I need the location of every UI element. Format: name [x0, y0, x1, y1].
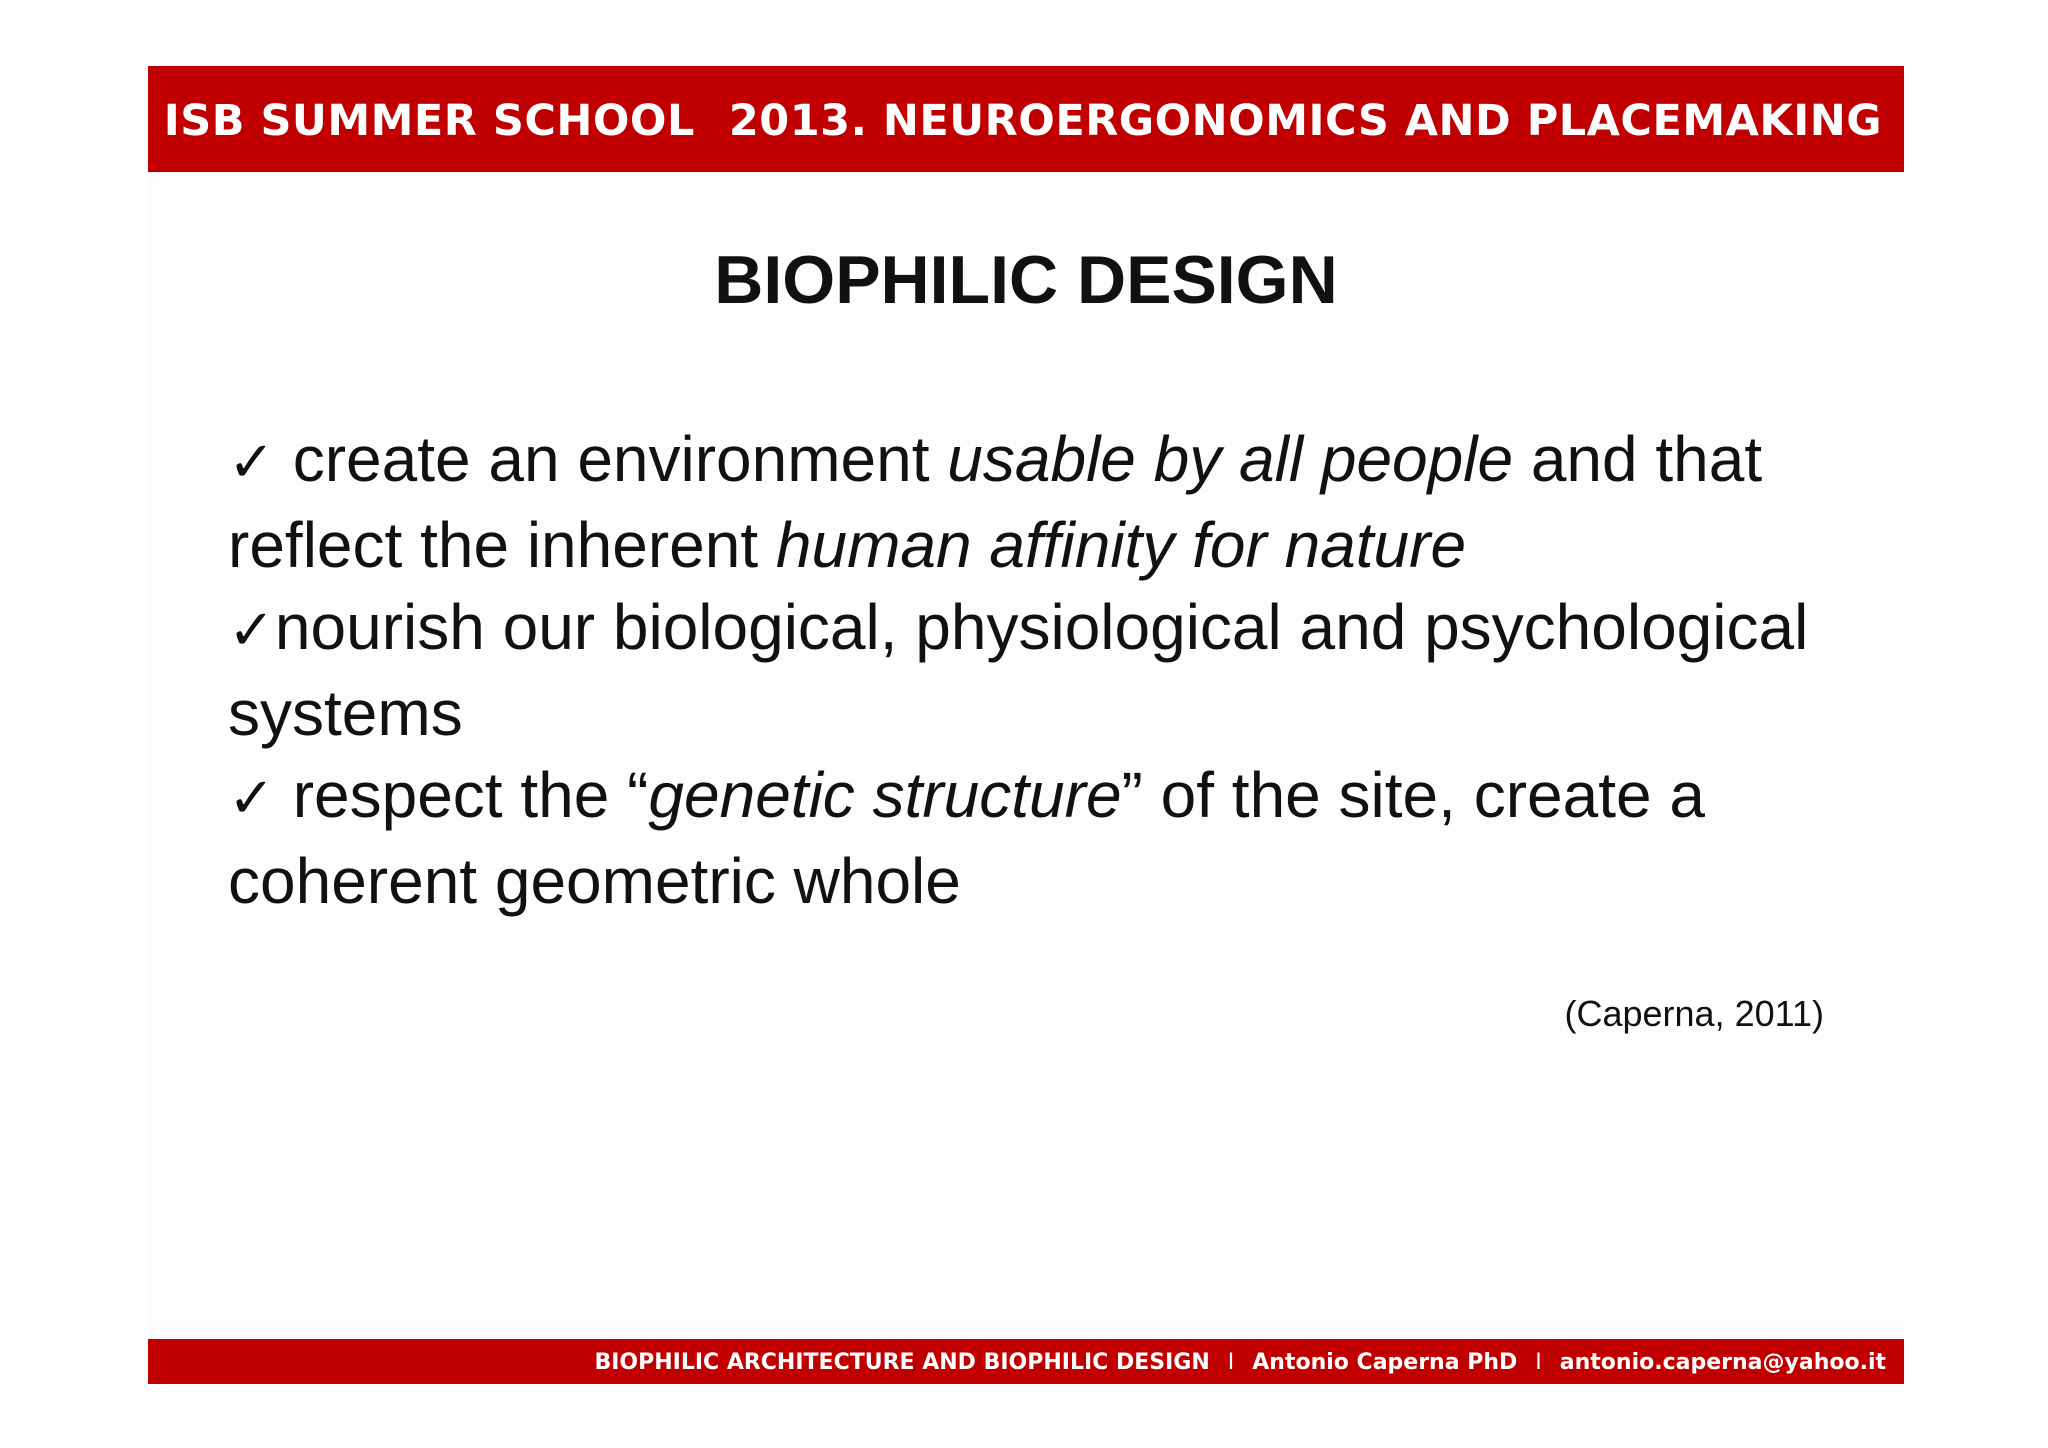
bullet-item-3 [228, 754, 1888, 922]
header-band [148, 66, 1904, 172]
header-title-right: 2013. NEUROERGONOMICS AND PLACEMAKING [728, 96, 1882, 146]
bullet-3-emphasis: genetic structure [648, 759, 1122, 831]
bullet-item-2 [228, 586, 1888, 754]
bullet-1-text-a: create an environment [274, 423, 948, 495]
bullet-1-text-b: and that reflect the inherent [228, 423, 1763, 581]
footer-course: BIOPHILIC ARCHITECTURE AND BIOPHILIC DESIGN [594, 1350, 1210, 1375]
footer-separator: I [1535, 1350, 1542, 1375]
bullet-1-emphasis-a: usable by all people [947, 423, 1514, 495]
check-icon: ✓ [228, 598, 275, 663]
slide-title: BIOPHILIC DESIGN [714, 242, 1338, 318]
footer-author: Antonio Caperna PhD [1252, 1350, 1518, 1375]
footer-email: antonio.caperna@yahoo.it [1559, 1350, 1886, 1375]
header-title [164, 66, 1882, 172]
bullet-3-text-a: respect the “ [274, 759, 649, 831]
citation: (Caperna, 2011) [1564, 993, 1824, 1034]
bullet-3-text-b: ” of the site, create a coherent geometric whole [228, 759, 1705, 917]
footer-text [594, 1339, 1886, 1384]
bullet-2-text: nourish our biological, physiological and psychological systems [228, 591, 1809, 749]
check-icon: ✓ [228, 766, 275, 831]
bullet-1-emphasis-b: human affinity for nature [775, 509, 1467, 581]
footer-separator: I [1227, 1350, 1235, 1375]
bullet-list [228, 418, 1888, 922]
footer-band [148, 1339, 1904, 1384]
header-title-left: ISB SUMMER SCHOOL [163, 96, 695, 146]
bullet-item-1 [228, 418, 1888, 586]
check-icon: ✓ [228, 430, 275, 495]
